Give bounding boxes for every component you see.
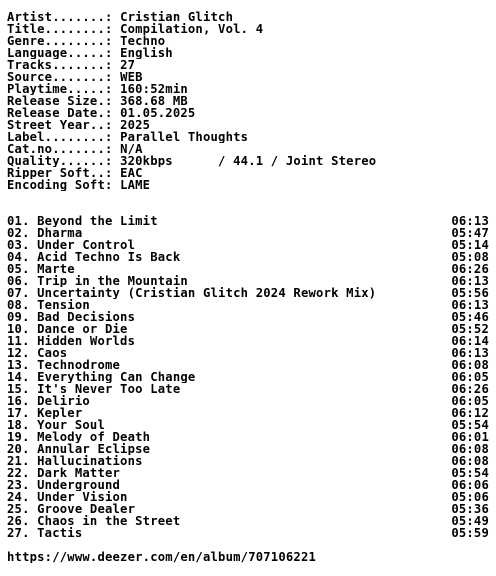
metadata-row <box>7 95 489 107</box>
track-duration: 05:52 <box>451 322 489 336</box>
track-row <box>7 323 489 335</box>
metadata-label: Encoding Soft: <box>7 179 121 191</box>
metadata-label: Tracks.......: <box>7 59 121 71</box>
metadata-row <box>7 179 489 191</box>
track-duration: 06:26 <box>451 262 489 276</box>
track-row <box>7 407 489 419</box>
metadata-row <box>7 23 489 35</box>
metadata-value: 160:52min <box>120 83 188 95</box>
metadata-label: Quality......: <box>7 155 121 167</box>
track-duration: 05:56 <box>451 286 489 300</box>
track-duration: 05:36 <box>451 502 489 516</box>
track-duration: 05:46 <box>451 310 489 324</box>
metadata-row <box>7 47 489 59</box>
metadata-label: Artist.......: <box>7 11 121 23</box>
metadata-value: 01.05.2025 <box>120 107 196 119</box>
metadata-row <box>7 35 489 47</box>
track-title: 24. Under Vision <box>7 491 128 503</box>
track-row <box>7 443 489 455</box>
track-title: 17. Kepler <box>7 407 83 419</box>
metadata-row <box>7 119 489 131</box>
track-row <box>7 479 489 491</box>
metadata-row <box>7 143 489 155</box>
track-row <box>7 419 489 431</box>
metadata-label: Language.....: <box>7 47 121 59</box>
metadata-row <box>7 167 489 179</box>
metadata-row <box>7 83 489 95</box>
track-title: 11. Hidden Worlds <box>7 335 136 347</box>
metadata-label: Genre........: <box>7 35 121 47</box>
track-title: 18. Your Soul <box>7 419 105 431</box>
metadata-label: Release Size.: <box>7 95 121 107</box>
track-duration: 06:06 <box>451 478 489 492</box>
metadata-value: EAC <box>120 167 143 179</box>
section-gap <box>7 539 489 551</box>
release-info-document <box>7 11 489 563</box>
track-duration: 06:13 <box>451 214 489 228</box>
track-title: 22. Dark Matter <box>7 467 121 479</box>
track-title: 15. It's Never Too Late <box>7 383 181 395</box>
track-title: 16. Delirio <box>7 395 90 407</box>
track-row <box>7 527 489 539</box>
track-title: 20. Annular Eclipse <box>7 443 151 455</box>
track-title: 10. Dance or Die <box>7 323 128 335</box>
track-row <box>7 239 489 251</box>
track-row <box>7 455 489 467</box>
track-title: 12. Caos <box>7 347 68 359</box>
track-duration: 05:08 <box>451 250 489 264</box>
track-duration: 05:49 <box>451 514 489 528</box>
metadata-value: Parallel Thoughts <box>120 131 249 143</box>
track-title: 07. Uncertainty (Cristian Glitch 2024 Rework Mix) <box>7 287 377 299</box>
track-title: 26. Chaos in the Street <box>7 515 181 527</box>
track-title: 25. Groove Dealer <box>7 503 136 515</box>
track-row <box>7 371 489 383</box>
metadata-value: WEB <box>120 71 143 83</box>
track-duration: 06:01 <box>451 430 489 444</box>
metadata-label: Title........: <box>7 23 121 35</box>
track-title: 02. Dharma <box>7 227 83 239</box>
track-title: 19. Melody of Death <box>7 431 151 443</box>
track-row <box>7 347 489 359</box>
track-title: 13. Technodrome <box>7 359 121 371</box>
metadata-value: English <box>120 47 173 59</box>
track-row <box>7 275 489 287</box>
track-title: 14. Everything Can Change <box>7 371 196 383</box>
track-duration: 06:13 <box>451 346 489 360</box>
track-row <box>7 431 489 443</box>
track-row <box>7 287 489 299</box>
metadata-value: Compilation, Vol. 4 <box>120 23 264 35</box>
metadata-row <box>7 107 489 119</box>
metadata-row <box>7 11 489 23</box>
track-row <box>7 299 489 311</box>
track-duration: 06:05 <box>451 370 489 384</box>
section-gap <box>7 191 489 215</box>
metadata-row <box>7 71 489 83</box>
track-row <box>7 215 489 227</box>
metadata-label: Label........: <box>7 131 121 143</box>
track-row <box>7 467 489 479</box>
track-duration: 06:05 <box>451 394 489 408</box>
track-title: 21. Hallucinations <box>7 455 143 467</box>
track-row <box>7 491 489 503</box>
track-duration: 06:12 <box>451 406 489 420</box>
track-title: 06. Trip in the Mountain <box>7 275 188 287</box>
track-duration: 05:06 <box>451 490 489 504</box>
track-duration: 06:08 <box>451 442 489 456</box>
track-row <box>7 383 489 395</box>
track-duration: 05:47 <box>451 226 489 240</box>
metadata-value: N/A <box>120 143 143 155</box>
track-row <box>7 359 489 371</box>
metadata-block <box>7 11 489 191</box>
metadata-value: 2025 <box>120 119 151 131</box>
metadata-row <box>7 155 489 167</box>
metadata-value: 27 <box>120 59 136 71</box>
track-duration: 06:08 <box>451 454 489 468</box>
track-duration: 05:54 <box>451 418 489 432</box>
track-title: 23. Underground <box>7 479 121 491</box>
track-title: 05. Marte <box>7 263 75 275</box>
track-row <box>7 503 489 515</box>
album-url[interactable]: https://www.deezer.com/en/album/707106221 <box>7 551 317 563</box>
metadata-value: 320kbps / 44.1 / Joint Stereo <box>120 155 377 167</box>
track-row <box>7 311 489 323</box>
track-title: 09. Bad Decisions <box>7 311 136 323</box>
track-row <box>7 515 489 527</box>
track-row <box>7 395 489 407</box>
metadata-label: Street Year..: <box>7 119 121 131</box>
tracklist <box>7 215 489 539</box>
metadata-label: Release Date.: <box>7 107 121 119</box>
track-duration: 06:08 <box>451 358 489 372</box>
metadata-label: Playtime.....: <box>7 83 121 95</box>
track-title: 01. Beyond the Limit <box>7 215 158 227</box>
track-row <box>7 251 489 263</box>
track-duration: 06:26 <box>451 382 489 396</box>
track-title: 27. Tactis <box>7 527 83 539</box>
metadata-value: LAME <box>120 179 151 191</box>
metadata-value: 368.68 MB <box>120 95 188 107</box>
metadata-row <box>7 59 489 71</box>
track-duration: 06:13 <box>451 274 489 288</box>
track-title: 04. Acid Techno Is Back <box>7 251 181 263</box>
track-duration: 06:14 <box>451 334 489 348</box>
track-duration: 05:54 <box>451 466 489 480</box>
track-duration: 05:59 <box>451 526 489 540</box>
metadata-value: Cristian Glitch <box>120 11 234 23</box>
metadata-value: Techno <box>120 35 166 47</box>
track-duration: 06:13 <box>451 298 489 312</box>
track-title: 03. Under Control <box>7 239 136 251</box>
track-row <box>7 335 489 347</box>
metadata-label: Cat.no.......: <box>7 143 121 155</box>
metadata-label: Ripper Soft..: <box>7 167 121 179</box>
track-row <box>7 227 489 239</box>
track-duration: 05:14 <box>451 238 489 252</box>
track-row <box>7 263 489 275</box>
metadata-label: Source.......: <box>7 71 121 83</box>
track-title: 08. Tension <box>7 299 90 311</box>
metadata-row <box>7 131 489 143</box>
